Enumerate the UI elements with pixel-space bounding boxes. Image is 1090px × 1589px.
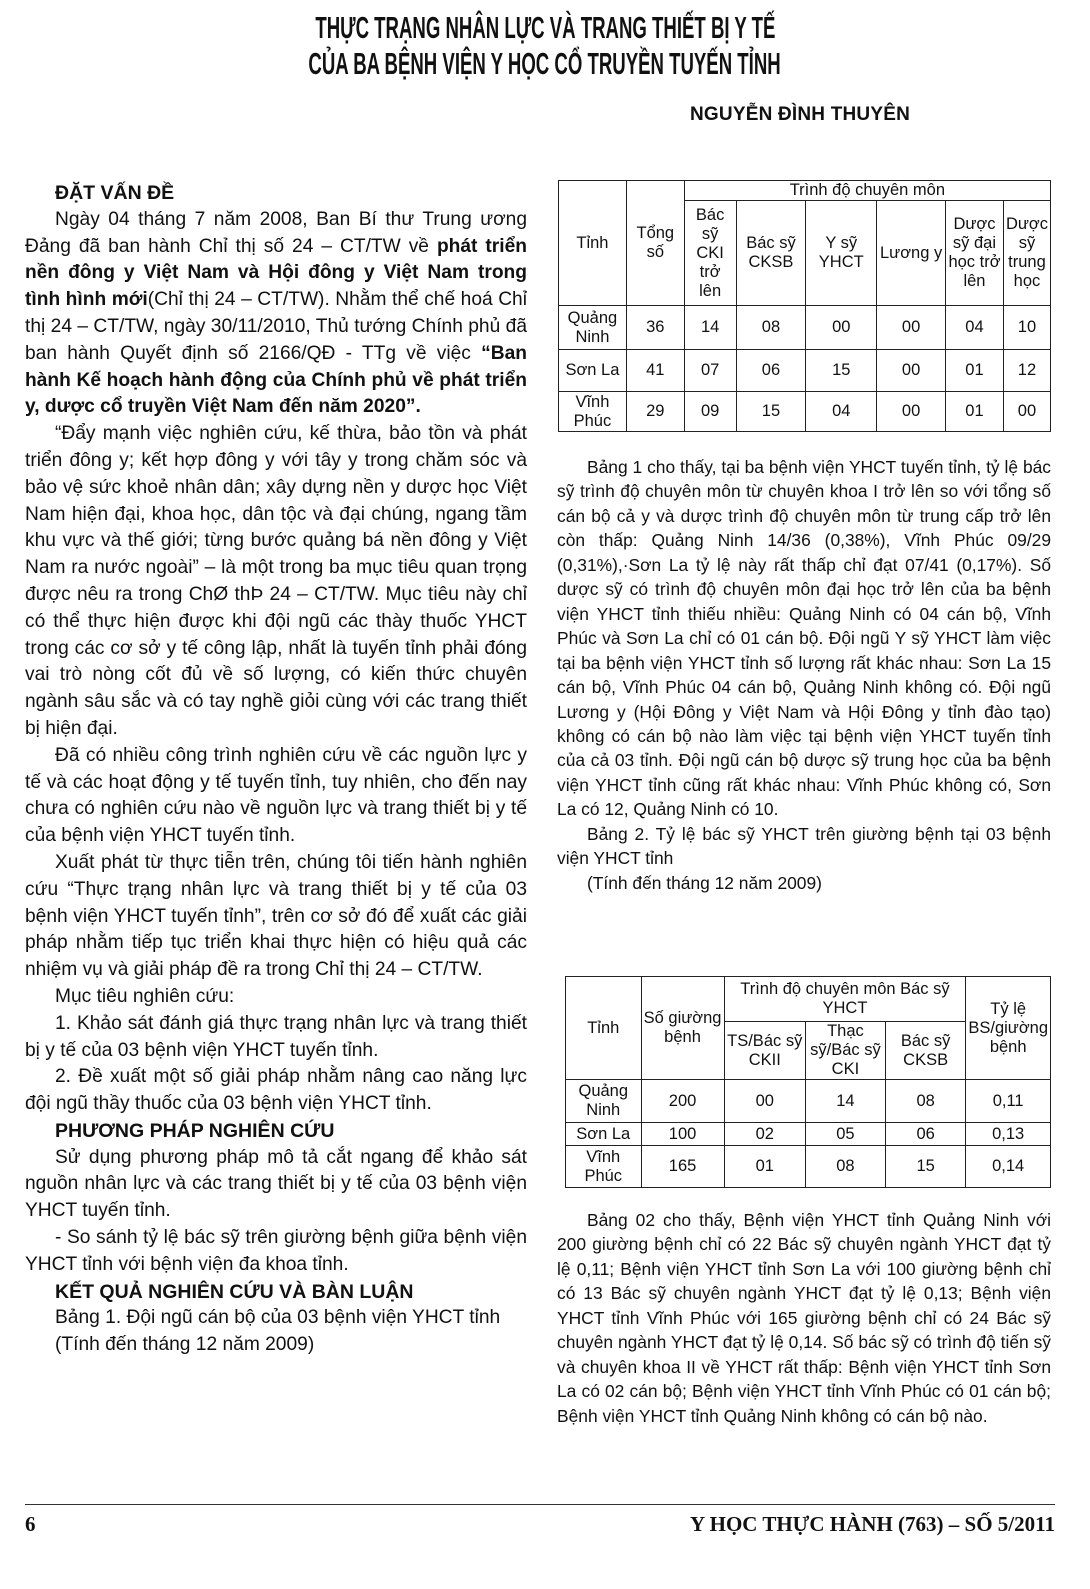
header-qualification: Trình độ chuyên môn (684, 181, 1050, 201)
subheader: Dược sỹ đại học trở lên (946, 201, 1004, 306)
paragraph: Bảng 02 cho thấy, Bệnh viện YHCT tỉnh Quảng Ninh với 200 giường bệnh chỉ có 22 Bác sỹ chuyên ngành YHCT đạt tỷ lệ 0,11; Bệnh viện YHCT tỉnh Sơn La với 100 giường bệnh chỉ có 13 Bác sỹ chuyên ngành YHCT đạt tỷ lệ 0,13; Bệnh viện YHCT tỉnh Vĩnh Phúc với 165 giường bệnh chỉ có 24 Bác sỹ chuyên ngành YHCT đạt tỷ lệ 0,14. Số bác sỹ có trình độ tiến sỹ và chuyên khoa II về YHCT rất thấp: Bệnh viện YHCT tỉnh Sơn La có 02 cán bộ; Bệnh viện YHCT tỉnh Vĩnh Phúc có 01 cán bộ; Bệnh viện YHCT tỉnh Quảng Ninh không có cán bộ nào. (557, 1210, 1051, 1426)
subheader: Dược sỹ trung học (1003, 201, 1050, 306)
table-cell: 08 (736, 306, 806, 350)
table-cell: 00 (806, 306, 877, 350)
table-cell: 01 (724, 1146, 805, 1188)
subheader: Thạc sỹ/Bác sỹ CKI (805, 1022, 885, 1080)
table-1 (558, 180, 1051, 432)
header-qualification: Trình độ chuyên môn Bác sỹ YHCT (724, 977, 966, 1022)
right-column-top (557, 455, 1051, 895)
table-cell: 00 (877, 392, 946, 432)
table-cell: 01 (946, 392, 1004, 432)
paragraph: Mục tiêu nghiên cứu: (55, 985, 235, 1007)
section-heading-results: KẾT QUẢ NGHIÊN CỨU VÀ BÀN LUẬN (55, 1280, 414, 1303)
bold-text: “Ban hành Kế hoạch hành động của Chính phủ về phát triển y, dược cổ truyền Việt Nam đến năm 2020”. (25, 342, 527, 418)
table-cell: 02 (724, 1123, 805, 1146)
bold-text: phát triển nền đông y Việt Nam và Hội đông y Việt Nam trong tình hình mới (25, 235, 527, 311)
table-cell: 04 (946, 306, 1004, 350)
article-title-line-1: THỰC TRẠNG NHÂN LỰC VÀ TRANG THIẾT BỊ Y TẾ (314, 10, 776, 45)
cell-province: Vĩnh Phúc (566, 1146, 642, 1188)
subheader: Y sỹ YHCT (806, 201, 877, 306)
header-province: Tỉnh (559, 181, 627, 306)
table-cell: 06 (885, 1123, 965, 1146)
table-row (566, 1123, 1051, 1146)
text: Ngày 04 tháng 7 năm 2008, Ban Bí thư Trung ương Đảng đã ban hành Chỉ thị số 24 – CT/TW về (25, 208, 527, 257)
table-cell: 100 (641, 1123, 724, 1146)
page-number: 6 (25, 1512, 36, 1536)
table-cell: 09 (684, 392, 736, 432)
cell-province: Quảng Ninh (566, 1080, 642, 1123)
section-heading-introduction: ĐẶT VẤN ĐỀ (55, 182, 175, 204)
table-cell: 14 (684, 306, 736, 350)
table-caption: Bảng 2. Tỷ lệ bác sỹ YHCT trên giường bệnh tại 03 bệnh viện YHCT tỉnh (557, 823, 1051, 869)
subheader: Bác sỹ CKSB (736, 201, 806, 306)
table-cell: 36 (626, 306, 684, 350)
table-cell: 15 (885, 1146, 965, 1188)
header-beds: Số giường bệnh (641, 977, 724, 1080)
paragraph: Bảng 1 cho thấy, tại ba bệnh viện YHCT tuyến tỉnh, tỷ lệ bác sỹ trình độ chuyên môn từ chuyên khoa I trở lên so với tổng số cán bộ cả y và dược trình độ chuyên môn từ trung cấp trở lên còn thấp: Quảng Ninh 14/36 (0,38%), Vĩnh Phúc 09/29 (0,31%),·Sơn La tỷ lệ này rất thấp chỉ đạt 07/41 (0,17%). Số dược sỹ có trình độ chuyên môn đại học trở lên của ba bệnh viện YHCT tỉnh thiếu nhiều: Quảng Ninh có 04 cán bộ, Vĩnh Phúc và Sơn La chỉ có 01 cán bộ. Đội ngũ Y sỹ YHCT làm việc tại ba bệnh viện YHCT tỉnh số lượng rất khác nhau: Sơn La 15 cán bộ, Vĩnh Phúc 04 cán bộ, Quảng Ninh không có. Đội ngũ Lương y (Hội Đông y Việt Nam và Hội Đông y tỉnh đào tạo) không có cán bộ nào làm việc tại bệnh viện YHCT tuyến tỉnh của cả 03 tỉnh. Đội ngũ cán bộ dược sỹ trung học của ba bệnh viện YHCT tỉnh cũng rất khác nhau: Vĩnh Phúc không có, Sơn La có 12, Quảng Ninh có 10. (557, 457, 1051, 820)
header-total: Tổng số (626, 181, 684, 306)
table-cell: 15 (736, 392, 806, 432)
table-cell: 200 (641, 1080, 724, 1123)
text: (Chỉ thị 24 – CT/TW). Nhằm thể chế hoá Chỉ thị 24 – CT/TW, ngày 30/11/2010, Thủ tướng Chính phủ đã ban hành Quyết định số 2166/QĐ - TTg về việc (25, 289, 527, 364)
table-row (566, 1080, 1051, 1123)
paragraph: Đã có nhiều công trình nghiên cứu về các nguồn lực y tế và các hoạt động y tế tuyến tỉnh, tuy nhiên, cho đến nay chưa có nghiên cứu nào về nguồn lực và trang thiết bị y tế của bệnh viện YHCT tuyến tỉnh. (25, 744, 527, 847)
section-heading-methods: PHƯƠNG PHÁP NGHIÊN CỨU (55, 1119, 335, 1142)
paragraph: 1. Khảo sát đánh giá thực trạng nhân lực và trang thiết bị y tế của 03 bệnh viện YHCT tuyến tỉnh. (25, 1012, 527, 1061)
table-cell: 06 (736, 350, 806, 392)
table-cell: 05 (805, 1123, 885, 1146)
cell-province: Vĩnh Phúc (559, 392, 627, 432)
table-cell: 12 (1003, 350, 1050, 392)
table-row (566, 1146, 1051, 1188)
table-cell: 08 (805, 1146, 885, 1188)
cell-province: Quảng Ninh (559, 306, 627, 350)
footer-divider (25, 1504, 1055, 1505)
table-cell: 15 (806, 350, 877, 392)
table-cell: 41 (626, 350, 684, 392)
table-cell: 0,11 (966, 1080, 1051, 1123)
table-row (559, 306, 1051, 350)
paragraph (25, 207, 527, 421)
subheader: Bác sỹ CKI trở lên (684, 201, 736, 306)
table-cell: 10 (1003, 306, 1050, 350)
table-cell: 14 (805, 1080, 885, 1123)
subheader: Lương y (877, 201, 946, 306)
author: NGUYỄN ĐÌNH THUYÊN (690, 104, 911, 125)
paragraph: Sử dụng phương pháp mô tả cắt ngang để khảo sát nguồn nhân lực và các trang thiết bị y tế của 03 bệnh viện YHCT tuyến tỉnh. (25, 1146, 527, 1222)
left-column (25, 180, 527, 1359)
right-column-bottom (557, 1208, 1051, 1428)
table-cell: 0,14 (966, 1146, 1051, 1188)
table-2 (565, 976, 1051, 1188)
table-cell: 00 (877, 350, 946, 392)
table-caption-date: (Tính đến tháng 12 năm 2009) (587, 872, 822, 893)
table-caption-date: (Tính đến tháng 12 năm 2009) (55, 1334, 315, 1356)
subheader: Bác sỹ CKSB (885, 1022, 965, 1080)
table-cell: 00 (1003, 392, 1050, 432)
table-caption: Bảng 1. Đội ngũ cán bộ của 03 bệnh viện YHCT tỉnh (55, 1307, 501, 1329)
table-row (559, 350, 1051, 392)
paragraph: “Đẩy mạnh việc nghiên cứu, kế thừa, bảo tồn và phát triển đông y; kết hợp đông y với tây y trong chăm sóc và bảo vệ sức khoẻ nhân dân; xây dựng nền y dược học Việt Nam hiện đại, khoa học, dân tộc và đại chúng, ngang tầm khu vực và thế giới; từng bước quảng bá nền đông y Việt Nam ra nước ngoài” – là một trong ba mục tiêu quan trọng được nêu ra trong ChØ thÞ 24 – CT/TW. Mục tiêu này chỉ có thể thực hiện được khi đội ngũ các thày thuốc YHCT trong các cơ sở y tế công lập, nhất là tuyến tỉnh phải đóng vai trò nòng cốt đủ về số lượng, có kiến thức chuyên ngành sâu sắc và có tay nghề giỏi cùng với các trang thiết bị hiện đại. (25, 423, 527, 739)
table-cell: 165 (641, 1146, 724, 1188)
header-ratio: Tỷ lệ BS/giường bệnh (966, 977, 1051, 1080)
article-title-line-2: CỦA BA BỆNH VIỆN Y HỌC CỔ TRUYỀN TUYẾN TỈNH (308, 46, 782, 81)
cell-province: Sơn La (559, 350, 627, 392)
table-cell: 0,13 (966, 1123, 1051, 1146)
table-cell: 08 (885, 1080, 965, 1123)
header-province: Tỉnh (566, 977, 642, 1080)
table-cell: 00 (724, 1080, 805, 1123)
table-cell: 07 (684, 350, 736, 392)
table-row (559, 392, 1051, 432)
paragraph: - So sánh tỷ lệ bác sỹ trên giường bệnh giữa bệnh viện YHCT tỉnh với bệnh viện đa khoa tỉnh. (25, 1227, 527, 1275)
paragraph: Xuất phát từ thực tiễn trên, chúng tôi tiến hành nghiên cứu “Thực trạng nhân lực và trang thiết bị y tế của 03 bệnh viện YHCT tuyến tỉnh”, trên cơ sở đó để xuất các giải pháp nhằm tiếp tục triển khai thực hiện có hiệu quả các nhiệm vụ và giải pháp đề ra trong Chỉ thị 24 – CT/TW. (25, 851, 527, 981)
table-cell: 29 (626, 392, 684, 432)
table-cell: 01 (946, 350, 1004, 392)
journal-issue: Y HỌC THỰC HÀNH (763) – SỐ 5/2011 (690, 1512, 1055, 1536)
table-cell: 04 (806, 392, 877, 432)
subheader: TS/Bác sỹ CKII (724, 1022, 805, 1080)
table-cell: 00 (877, 306, 946, 350)
paragraph: 2. Đề xuất một số giải pháp nhằm nâng cao năng lực đội ngũ thầy thuốc của 03 bệnh viện YHCT tỉnh. (25, 1066, 527, 1115)
cell-province: Sơn La (566, 1123, 642, 1146)
